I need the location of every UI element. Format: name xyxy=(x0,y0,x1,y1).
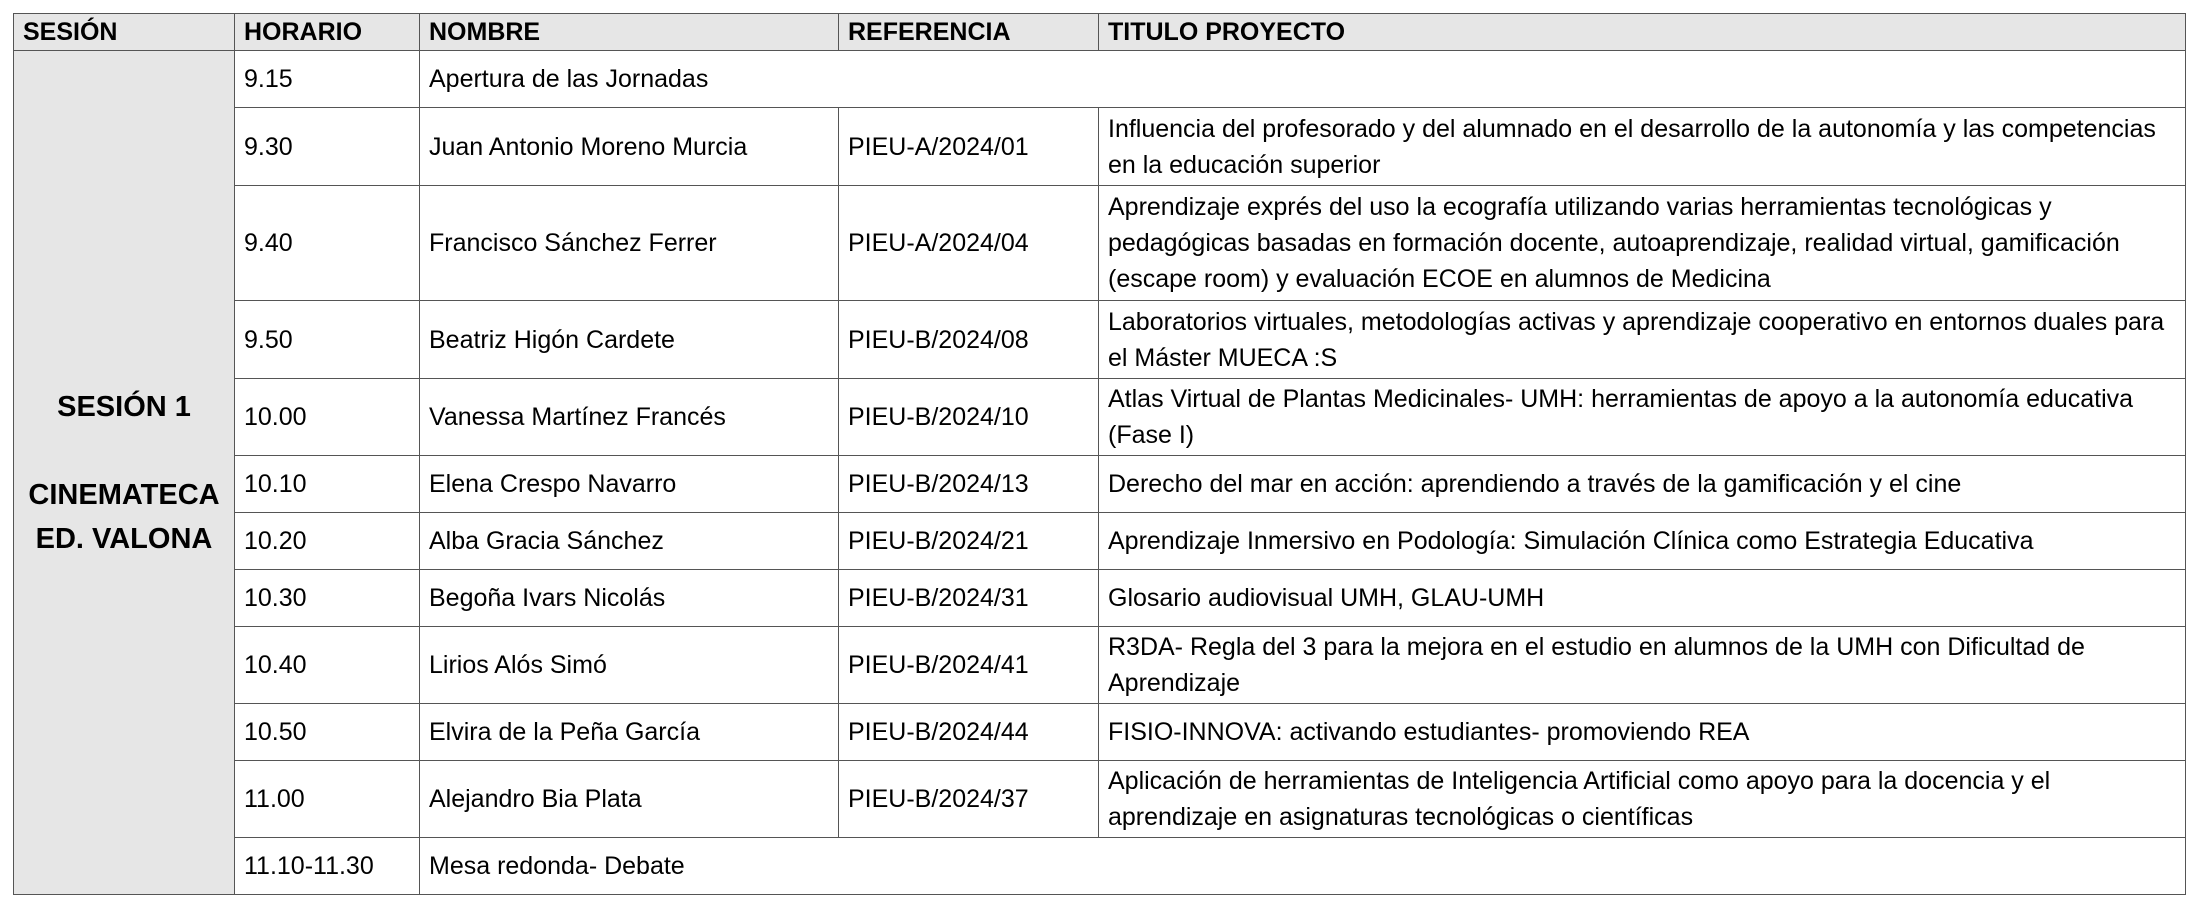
reference-cell: PIEU-B/2024/37 xyxy=(839,761,1099,838)
time-cell: 10.20 xyxy=(235,513,420,570)
project-title-cell: Laboratorios virtuales, metodologías activas y aprendizaje cooperativo en entornos duales para el Máster MUECA :S xyxy=(1099,301,2186,379)
name-cell: Vanessa Martínez Francés xyxy=(420,379,839,456)
reference-cell: PIEU-B/2024/44 xyxy=(839,704,1099,761)
time-cell: 11.10-11.30 xyxy=(235,838,420,895)
project-title-cell: Aprendizaje Inmersivo en Podología: Simulación Clínica como Estrategia Educativa xyxy=(1099,513,2186,570)
project-title-cell: Atlas Virtual de Plantas Medicinales- UMH: herramientas de apoyo a la autonomía educativa (Fase I) xyxy=(1099,379,2186,456)
table-row xyxy=(14,513,2186,570)
header-nombre: NOMBRE xyxy=(420,14,839,51)
reference-cell: PIEU-A/2024/04 xyxy=(839,186,1099,301)
header-referencia: REFERENCIA xyxy=(839,14,1099,51)
name-cell: Lirios Alós Simó xyxy=(420,627,839,704)
table-row xyxy=(14,761,2186,838)
time-cell: 9.15 xyxy=(235,51,420,108)
project-title-cell: Aplicación de herramientas de Inteligencia Artificial como apoyo para la docencia y el aprendizaje en asignaturas tecnológicas o científicas xyxy=(1099,761,2186,838)
reference-cell: PIEU-B/2024/10 xyxy=(839,379,1099,456)
session-cell xyxy=(14,51,235,895)
name-cell: Alejandro Bia Plata xyxy=(420,761,839,838)
name-cell: Alba Gracia Sánchez xyxy=(420,513,839,570)
time-cell: 11.00 xyxy=(235,761,420,838)
reference-cell: PIEU-B/2024/31 xyxy=(839,570,1099,627)
time-cell: 10.10 xyxy=(235,456,420,513)
name-cell: Juan Antonio Moreno Murcia xyxy=(420,108,839,186)
table-row xyxy=(14,456,2186,513)
table-row xyxy=(14,838,2186,895)
table-row xyxy=(14,51,2186,108)
table-row xyxy=(14,379,2186,456)
venue-line-1: CINEMATECA xyxy=(28,478,220,511)
name-cell: Elvira de la Peña García xyxy=(420,704,839,761)
table-row xyxy=(14,570,2186,627)
time-cell: 9.50 xyxy=(235,301,420,379)
table-row xyxy=(14,186,2186,301)
reference-cell: PIEU-B/2024/21 xyxy=(839,513,1099,570)
reference-cell: PIEU-B/2024/08 xyxy=(839,301,1099,379)
time-cell: 9.40 xyxy=(235,186,420,301)
header-titulo: TITULO PROYECTO xyxy=(1099,14,2186,51)
table-row xyxy=(14,627,2186,704)
session-title: SESIÓN 1 xyxy=(57,390,191,423)
name-cell: Beatriz Higón Cardete xyxy=(420,301,839,379)
event-cell: Mesa redonda- Debate xyxy=(420,838,2186,895)
header-horario: HORARIO xyxy=(235,14,420,51)
name-cell: Francisco Sánchez Ferrer xyxy=(420,186,839,301)
time-cell: 10.30 xyxy=(235,570,420,627)
venue-line-2: ED. VALONA xyxy=(35,522,213,555)
project-title-cell: Derecho del mar en acción: aprendiendo a través de la gamificación y el cine xyxy=(1099,456,2186,513)
project-title-cell: Influencia del profesorado y del alumnado en el desarrollo de la autonomía y las competencias en la educación superior xyxy=(1099,108,2186,186)
reference-cell: PIEU-B/2024/41 xyxy=(839,627,1099,704)
table-row xyxy=(14,301,2186,379)
project-title-cell: R3DA- Regla del 3 para la mejora en el estudio en alumnos de la UMH con Dificultad de Aprendizaje xyxy=(1099,627,2186,704)
project-title-cell: Aprendizaje exprés del uso la ecografía utilizando varias herramientas tecnológicas y pedagógicas basadas en formación docente, autoaprendizaje, realidad virtual, gamificación (escape room) y evaluación ECOE en alumnos de Medicina xyxy=(1099,186,2186,301)
project-title-cell: Glosario audiovisual UMH, GLAU-UMH xyxy=(1099,570,2186,627)
header-row xyxy=(14,14,2186,51)
header-sesion: SESIÓN xyxy=(14,14,235,51)
schedule-table xyxy=(13,13,2186,895)
time-cell: 10.50 xyxy=(235,704,420,761)
table-row xyxy=(14,108,2186,186)
event-cell: Apertura de las Jornadas xyxy=(420,51,2186,108)
project-title-cell: FISIO-INNOVA: activando estudiantes- promoviendo REA xyxy=(1099,704,2186,761)
time-cell: 10.40 xyxy=(235,627,420,704)
reference-cell: PIEU-B/2024/13 xyxy=(839,456,1099,513)
reference-cell: PIEU-A/2024/01 xyxy=(839,108,1099,186)
time-cell: 9.30 xyxy=(235,108,420,186)
name-cell: Elena Crespo Navarro xyxy=(420,456,839,513)
schedule-table-container xyxy=(13,13,2186,895)
name-cell: Begoña Ivars Nicolás xyxy=(420,570,839,627)
table-row xyxy=(14,704,2186,761)
time-cell: 10.00 xyxy=(235,379,420,456)
